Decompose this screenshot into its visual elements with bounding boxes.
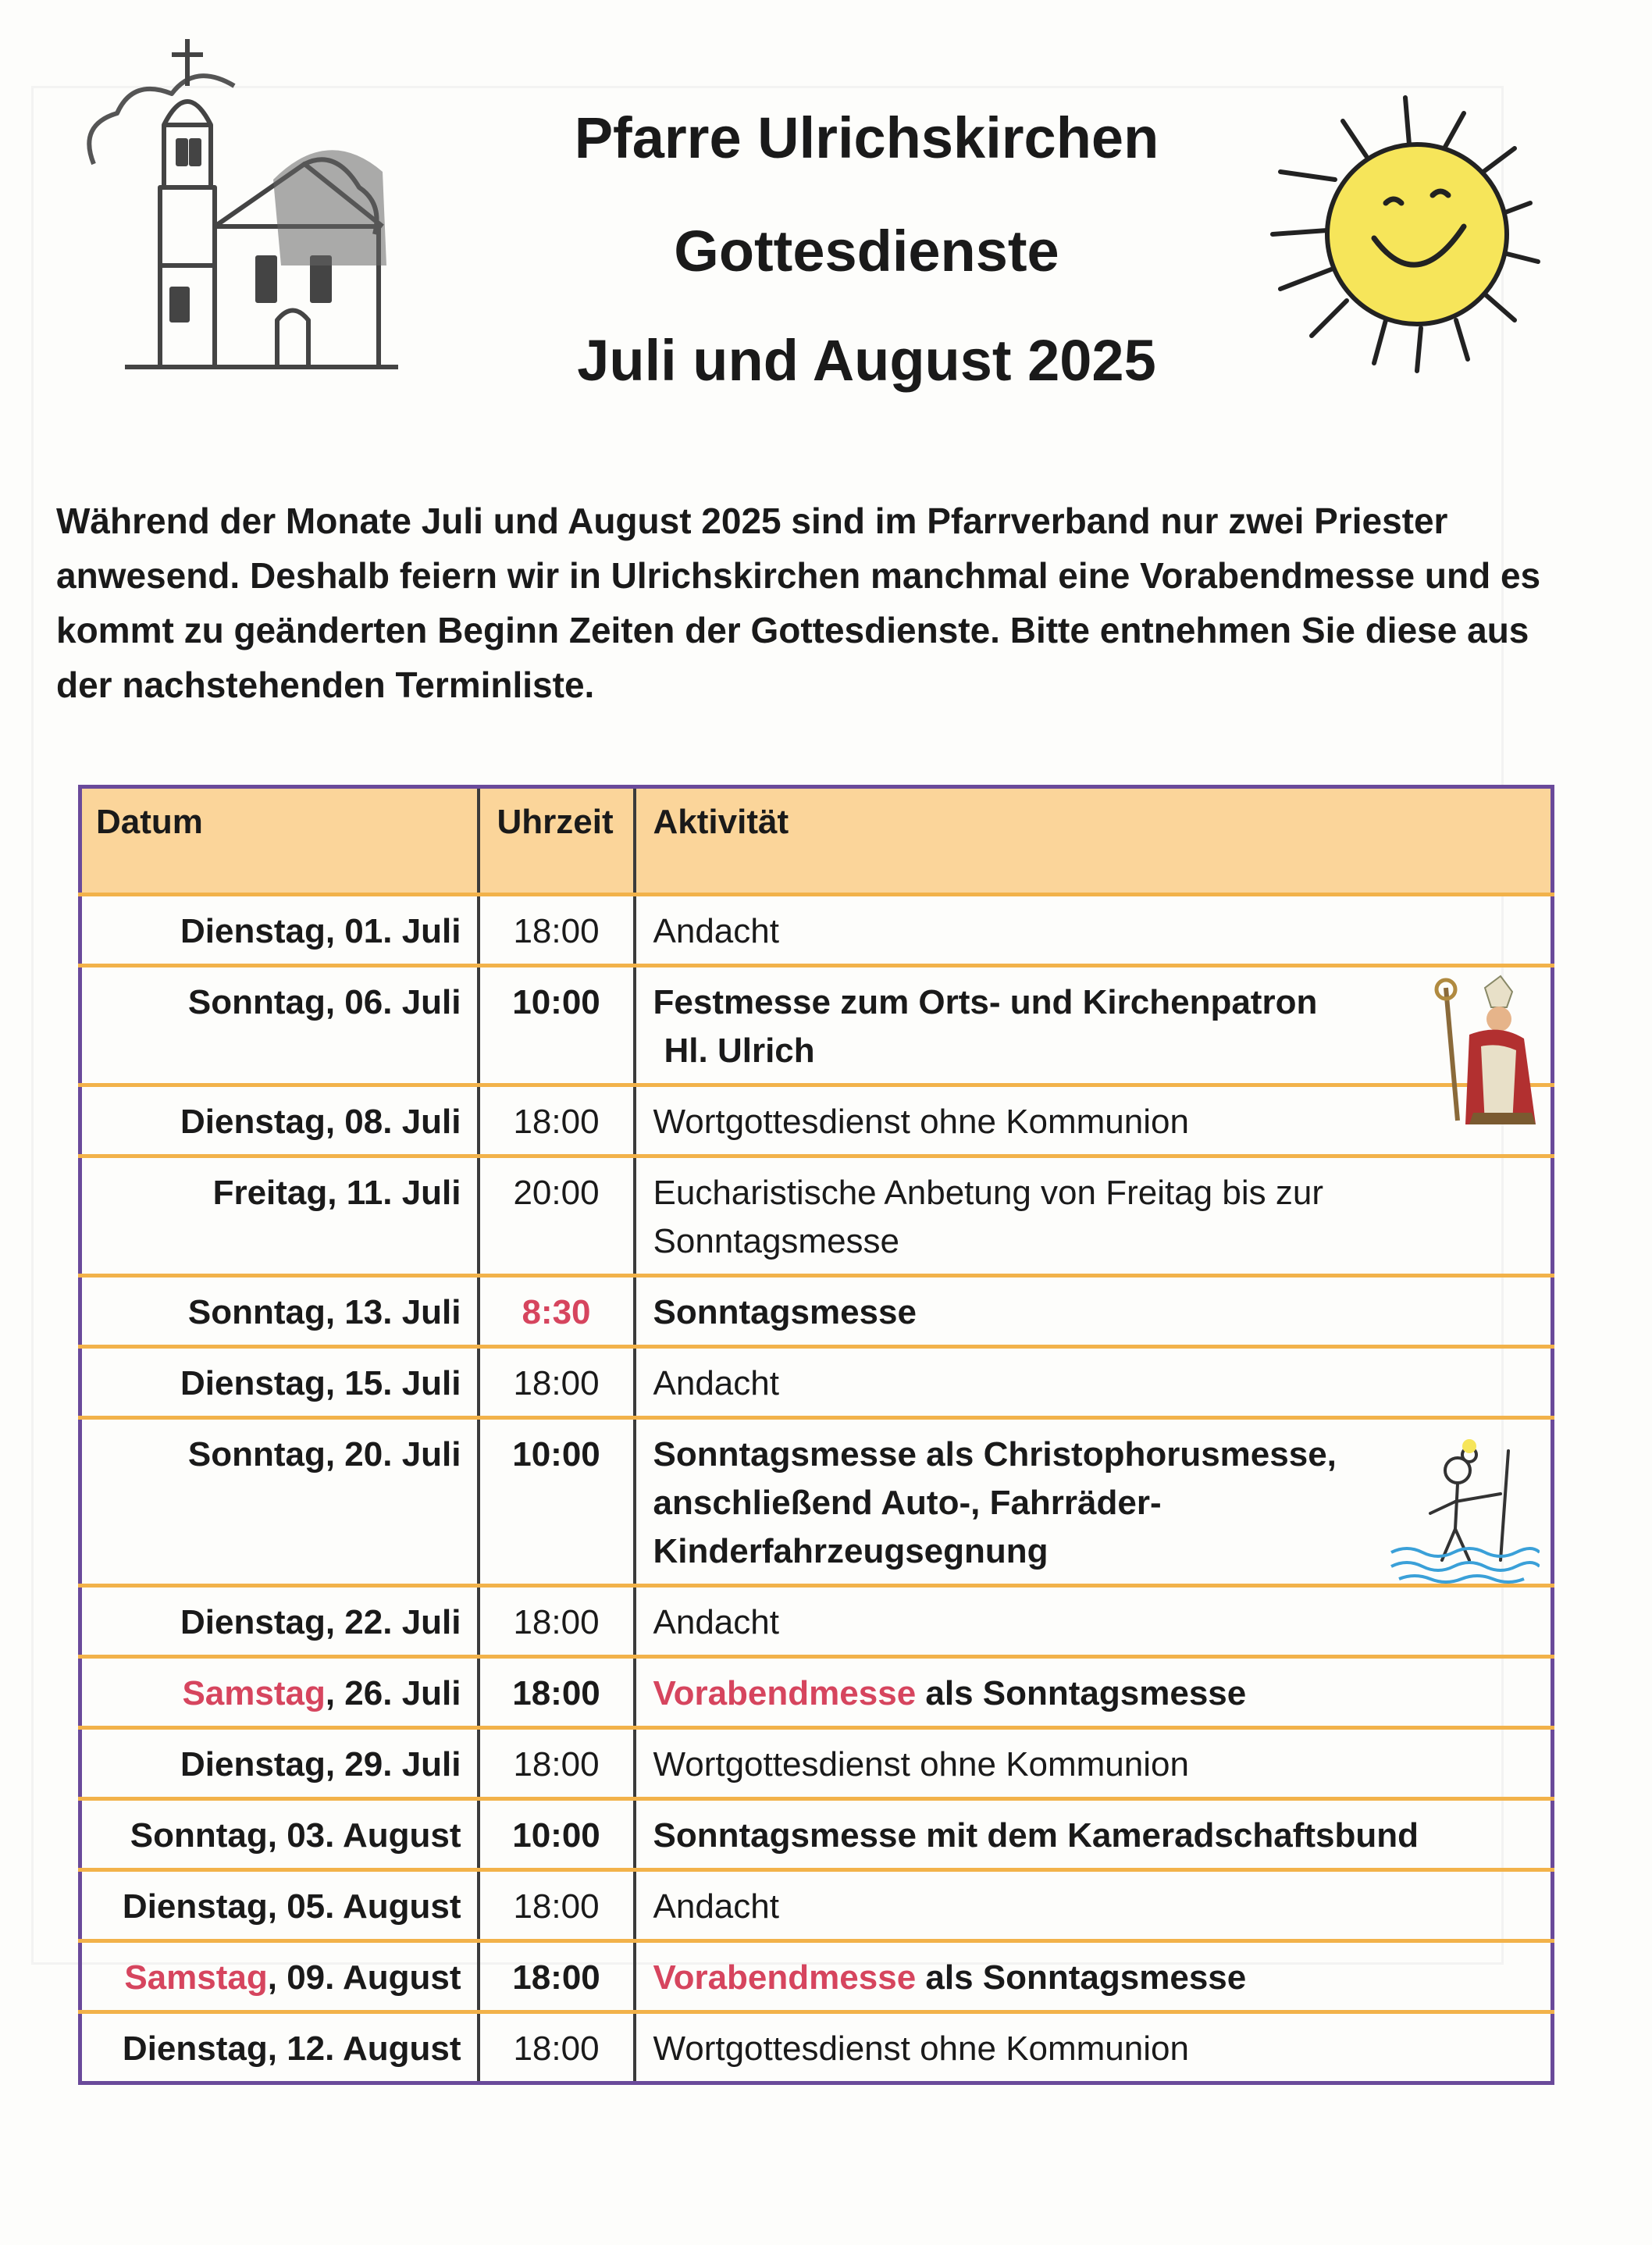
activity-cell <box>635 1657 1553 1728</box>
table-row <box>80 1728 1553 1799</box>
date-cell <box>80 1941 479 2012</box>
time-cell: 18:00 <box>479 895 635 966</box>
date-cell <box>80 1156 479 1276</box>
activity-cell: Sonntagsmesse <box>635 1276 1553 1347</box>
date-cell <box>80 1657 479 1728</box>
weekday: Dienstag <box>180 912 326 950</box>
weekday: Dienstag <box>180 1745 326 1784</box>
activity-highlight: Vorabendmesse <box>653 1674 917 1712</box>
table-row <box>80 1586 1553 1657</box>
page-title: Pfarre Ulrichskirchen <box>574 105 1159 170</box>
activity-line: Sonntagsmesse <box>653 1222 900 1260</box>
table-row <box>80 1347 1553 1418</box>
time-cell: 20:00 <box>479 1156 635 1276</box>
date-value: , 15. Juli <box>325 1364 461 1402</box>
weekday: Dienstag <box>180 1364 326 1402</box>
time-cell: 18:00 <box>479 2012 635 2083</box>
activity-line: Eucharistische Anbetung von Freitag bis zur <box>653 1174 1323 1212</box>
weekday: Sonntag <box>187 1293 326 1331</box>
table-row <box>80 1085 1553 1156</box>
date-value: , 06. Juli <box>325 983 461 1021</box>
weekday: Samstag <box>182 1674 326 1712</box>
activity-cell <box>635 1418 1553 1586</box>
page-subtitle: Gottesdienste <box>674 219 1059 283</box>
time-cell: 10:00 <box>479 966 635 1085</box>
header-activity: Aktivität <box>635 787 1553 895</box>
header-date: Datum <box>80 787 479 895</box>
saint-christopher-icon <box>1383 1435 1540 1584</box>
date-cell <box>80 1870 479 1941</box>
smiling-sun-icon <box>1249 86 1616 398</box>
time-cell: 18:00 <box>479 1870 635 1941</box>
time-cell: 10:00 <box>479 1418 635 1586</box>
weekday: Dienstag <box>122 1887 268 1926</box>
date-cell <box>80 895 479 966</box>
time-cell: 8:30 <box>479 1276 635 1347</box>
weekday: Dienstag <box>180 1603 326 1641</box>
activity-cell: Wortgottesdienst ohne Kommunion <box>635 2012 1553 2083</box>
date-cell <box>80 1586 479 1657</box>
schedule-table <box>78 785 1554 2085</box>
activity-cell <box>635 966 1553 1085</box>
table-header-row <box>80 787 1553 895</box>
table-row <box>80 895 1553 966</box>
time-cell: 10:00 <box>479 1799 635 1870</box>
date-value: , 13. Juli <box>325 1293 461 1331</box>
time-cell: 18:00 <box>479 1728 635 1799</box>
date-cell <box>80 1276 479 1347</box>
date-cell <box>80 966 479 1085</box>
date-value: , 12. August <box>267 2029 461 2068</box>
table-row <box>80 966 1553 1085</box>
weekday: Dienstag <box>180 1103 326 1141</box>
intro-paragraph: Während der Monate Juli und August 2025 sind im Pfarrverband nur zwei Priester anwesend. Deshalb feiern wir in Ulrichskirchen manchmal eine Vorabendmesse und es kommt zu geänderten Beginn Zeiten der Gottesdienste. Bitte entnehmen Sie diese aus der nachstehenden Terminliste. <box>56 501 1541 705</box>
table-row <box>80 1156 1553 1276</box>
weekday: Samstag <box>124 1958 268 1997</box>
date-cell <box>80 1085 479 1156</box>
activity-line: als Sonntagsmesse <box>916 1958 1247 1997</box>
date-value: , 20. Juli <box>325 1435 461 1474</box>
date-value: , 03. August <box>267 1816 461 1855</box>
table-row <box>80 1657 1553 1728</box>
activity-cell: Andacht <box>635 1586 1553 1657</box>
table-row <box>80 2012 1553 2083</box>
weekday: Sonntag <box>187 1435 326 1474</box>
activity-cell <box>635 1941 1553 2012</box>
table-row <box>80 1276 1553 1347</box>
activity-line: Kinderfahrzeugsegnung <box>653 1532 1049 1570</box>
activity-cell: Sonntagsmesse mit dem Kameradschaftsbund <box>635 1799 1553 1870</box>
activity-line: als Sonntagsmesse <box>916 1674 1247 1712</box>
date-cell <box>80 1418 479 1586</box>
table-row <box>80 1799 1553 1870</box>
activity-cell: Andacht <box>635 1347 1553 1418</box>
page-period: Juli und August 2025 <box>577 328 1156 393</box>
activity-cell: Wortgottesdienst ohne Kommunion <box>635 1728 1553 1799</box>
date-value: , 29. Juli <box>325 1745 461 1784</box>
time-cell: 18:00 <box>479 1941 635 2012</box>
table-row <box>80 1418 1553 1586</box>
weekday: Sonntag <box>130 1816 268 1855</box>
date-cell <box>80 1347 479 1418</box>
weekday: Freitag <box>212 1174 328 1212</box>
activity-line: Sonntagsmesse als Christophorusmesse, <box>653 1435 1337 1474</box>
date-value: , 26. Juli <box>325 1674 461 1712</box>
date-cell <box>80 1799 479 1870</box>
time-cell: 18:00 <box>479 1586 635 1657</box>
church-illustration-icon <box>78 31 406 390</box>
table-row <box>80 1941 1553 2012</box>
date-value: , 05. August <box>267 1887 461 1926</box>
date-cell <box>80 1728 479 1799</box>
date-value: , 08. Juli <box>325 1103 461 1141</box>
time-cell: 18:00 <box>479 1657 635 1728</box>
weekday: Sonntag <box>187 983 326 1021</box>
date-value: , 09. August <box>267 1958 461 1997</box>
header-time: Uhrzeit <box>479 787 635 895</box>
date-value: , 11. Juli <box>327 1174 461 1212</box>
time-cell: 18:00 <box>479 1347 635 1418</box>
date-value: , 22. Juli <box>325 1603 461 1641</box>
activity-cell: Andacht <box>635 1870 1553 1941</box>
weekday: Dienstag <box>122 2029 268 2068</box>
activity-cell: Wortgottesdienst ohne Kommunion <box>635 1085 1553 1156</box>
table-row <box>80 1870 1553 1941</box>
activity-cell <box>635 1156 1553 1276</box>
date-value: , 01. Juli <box>325 912 461 950</box>
activity-highlight: Vorabendmesse <box>653 1958 917 1997</box>
activity-cell: Andacht <box>635 895 1553 966</box>
date-cell <box>80 2012 479 2083</box>
time-cell: 18:00 <box>479 1085 635 1156</box>
activity-line: Festmesse zum Orts- und Kirchenpatron <box>653 983 1318 1021</box>
activity-line: anschließend Auto-, Fahrräder- <box>653 1484 1162 1522</box>
activity-line: Hl. Ulrich <box>664 1032 815 1070</box>
